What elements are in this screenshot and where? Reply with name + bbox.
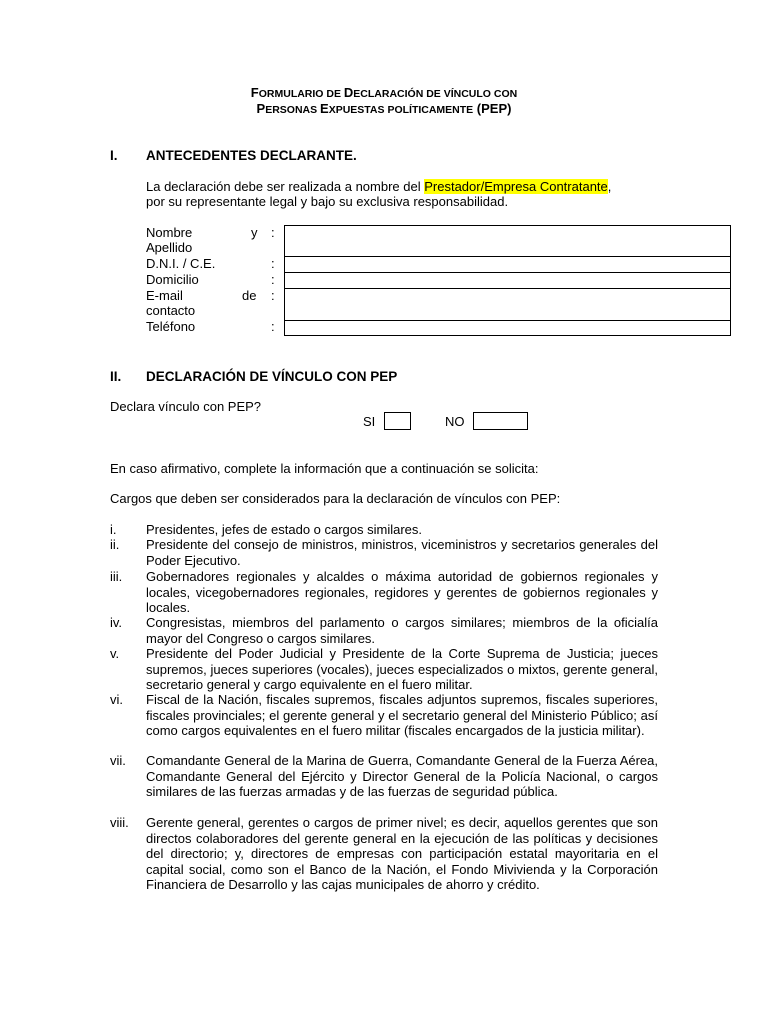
list-item: Presidente del consejo de ministros, ministros, viceministros y secretarios generales del Poder Ejecutivo. — [146, 537, 658, 568]
section1-title: ANTECEDENTES DECLARANTE. — [146, 148, 357, 163]
list-item: Presidente del Poder Judicial y Presidente de la Corte Suprema de Justicia; jueces supremos, jueces superiores (vocales), jueces especializados o mixtos, gerente general, secretario general y cargo equivalente en el fuero militar. — [146, 646, 658, 692]
email-field[interactable] — [284, 288, 731, 321]
dni-field[interactable] — [284, 256, 731, 273]
section1-intro-line2: por su representante legal y bajo su exclusiva responsabilidad. — [146, 194, 509, 209]
pep-question: Declara vínculo con PEP? — [110, 399, 262, 414]
list-item-number: viii. — [110, 815, 129, 830]
list-item: Presidentes, jefes de estado o cargos similares. — [146, 522, 423, 537]
list-item: Congresistas, miembros del parlamento o cargos similares; miembros de la oficialía mayor del Congreso o cargos similares. — [146, 615, 658, 646]
section1-number: I. — [110, 148, 118, 163]
section1-intro: La declaración debe ser realizada a nombre del Prestador/Empresa Contratante, — [146, 179, 612, 194]
doc-title-line2: PERSONAS EXPUESTAS POLÍTICAMENTE (PEP) — [256, 101, 512, 116]
list-item-number: ii. — [110, 537, 120, 552]
list-item-number: vi. — [110, 692, 123, 707]
contacto-label: contacto — [146, 303, 196, 318]
apellido-label: Apellido — [146, 240, 193, 255]
si-label: SI — [363, 414, 376, 429]
email-label-de: de — [242, 288, 257, 303]
nombre-field[interactable] — [284, 225, 731, 257]
cargos-intro: Cargos que deben ser considerados para la declaración de vínculos con PEP: — [110, 491, 561, 506]
list-item-number: vii. — [110, 753, 126, 768]
email-label: E-mail — [146, 288, 183, 303]
doc-title-line1: FORMULARIO DE DECLARACIÓN DE VÍNCULO CON — [250, 85, 518, 100]
telefono-colon: : — [271, 319, 275, 334]
telefono-label: Teléfono — [146, 319, 196, 334]
list-item: Gobernadores regionales y alcaldes o máxima autoridad de gobiernos regionales y locales, vicegobernadores regionales, regidores y gerentes de gobiernos regionales y locales. — [146, 569, 658, 615]
section2-number: II. — [110, 369, 122, 384]
nombre-label-y: y — [251, 225, 258, 240]
section2-title: DECLARACIÓN DE VÍNCULO CON PEP — [146, 369, 398, 384]
dni-colon: : — [271, 256, 275, 271]
dni-label: D.N.I. / C.E. — [146, 256, 216, 271]
domicilio-colon: : — [271, 272, 275, 287]
no-label: NO — [445, 414, 465, 429]
list-item-number: iv. — [110, 615, 123, 630]
domicilio-field[interactable] — [284, 272, 731, 289]
domicilio-label: Domicilio — [146, 272, 199, 287]
highlighted-text: Prestador/Empresa Contratante — [424, 179, 608, 194]
nombre-label: Nombre — [146, 225, 193, 240]
list-item-number: v. — [110, 646, 120, 661]
telefono-field[interactable] — [284, 320, 731, 336]
si-checkbox[interactable] — [384, 412, 411, 430]
affirmative-instruction: En caso afirmativo, complete la información que a continuación se solicita: — [110, 461, 539, 476]
list-item: Gerente general, gerentes o cargos de primer nivel; es decir, aquellos gerentes que son directos colaboradores del gerente general en la ejecución de las políticas y decisiones del directorio; y, directores de empresas con participación estatal mayoritaria en el capital social, como son el Banco de la Nación, el Fondo Mivivienda y la Corporación Financiera de Desarrollo y las cajas municipales de ahorro y crédito. — [146, 815, 658, 892]
list-item: Fiscal de la Nación, fiscales supremos, fiscales adjuntos supremos, fiscales superiores, fiscales provinciales; el gerente general y el secretario general del Ministerio Público; así como cargos equivalentes en el fuero militar (fiscales encargados de la justicia militar). — [146, 692, 658, 738]
list-item: Comandante General de la Marina de Guerra, Comandante General de la Fuerza Aérea, Comandante General del Ejército y Director General de la Policía Nacional, o cargos similares de las fuerzas armadas y de las fuerzas de seguridad pública. — [146, 753, 658, 799]
list-item-number: iii. — [110, 569, 123, 584]
email-colon: : — [271, 288, 275, 303]
no-checkbox[interactable] — [473, 412, 528, 430]
list-item-number: i. — [110, 522, 117, 537]
nombre-colon: : — [271, 225, 275, 240]
